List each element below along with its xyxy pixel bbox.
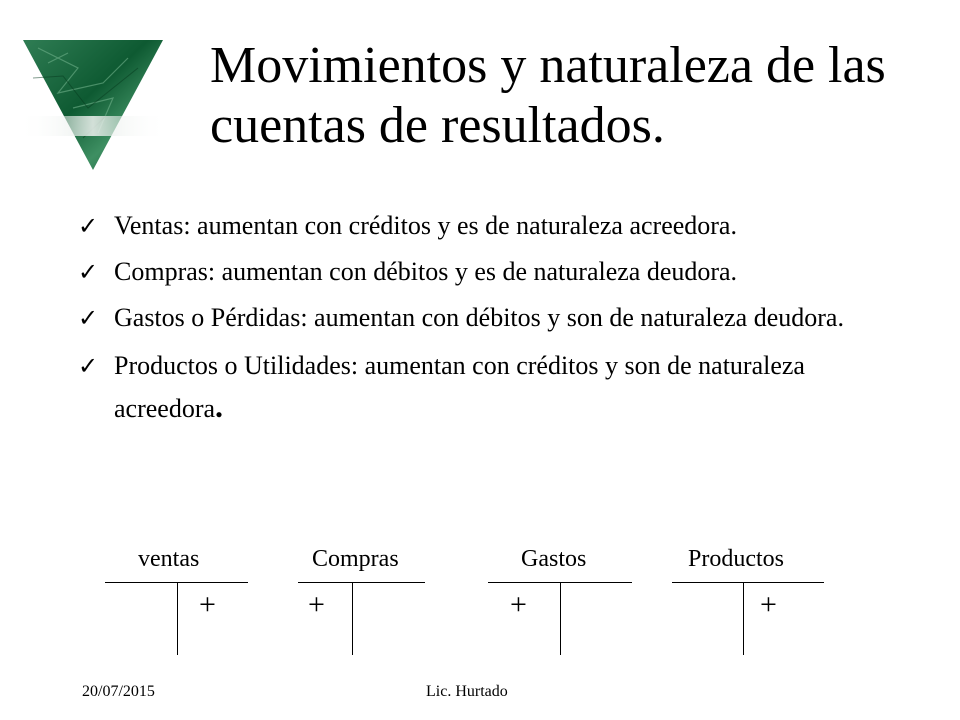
bullet-text: Ventas: aumentan con créditos y es de naturaleza acreedora. (114, 211, 737, 240)
t-account-divider (743, 582, 744, 655)
bullet-text: Gastos o Pérdidas: aumentan con débitos y son de naturaleza deudora. (114, 303, 844, 332)
t-account-sign: + (199, 588, 216, 621)
t-account-top-line (672, 582, 824, 583)
bullet-end-punctuation: . (215, 388, 224, 424)
checkmark-arrow-icon: ✓ (78, 352, 99, 380)
footer-date: 20/07/2015 (82, 683, 155, 700)
checkmark-arrow-icon: ✓ (78, 212, 99, 240)
t-account-divider (177, 582, 178, 655)
t-account-label: Productos (688, 546, 784, 572)
t-account-label: Compras (312, 546, 399, 572)
footer-author: Lic. Hurtado (426, 683, 508, 700)
checkmark-arrow-icon: ✓ (78, 304, 99, 332)
t-account-divider (560, 582, 561, 655)
slide-title: Movimientos y naturaleza de las cuentas de resultados. (210, 37, 886, 154)
t-account-divider (352, 582, 353, 655)
checkmark-arrow-icon: ✓ (78, 258, 99, 286)
list-item (78, 254, 878, 290)
bullet-text: Compras: aumentan con débitos y es de naturaleza deudora. (114, 257, 738, 286)
t-account-top-line (298, 582, 425, 583)
list-item (78, 300, 878, 336)
t-account-label: ventas (138, 546, 200, 572)
marble-triangle-logo (18, 38, 168, 173)
list-item (78, 346, 878, 429)
t-account-label: Gastos (521, 546, 587, 572)
bullet-text: Productos o Utilidades: aumentan con créditos y son de naturaleza acreedora (114, 351, 805, 423)
t-account-sign: + (308, 588, 325, 621)
bullet-list (78, 208, 878, 439)
list-item (78, 208, 878, 244)
t-account-sign: + (510, 588, 527, 621)
t-account-sign: + (760, 588, 777, 621)
